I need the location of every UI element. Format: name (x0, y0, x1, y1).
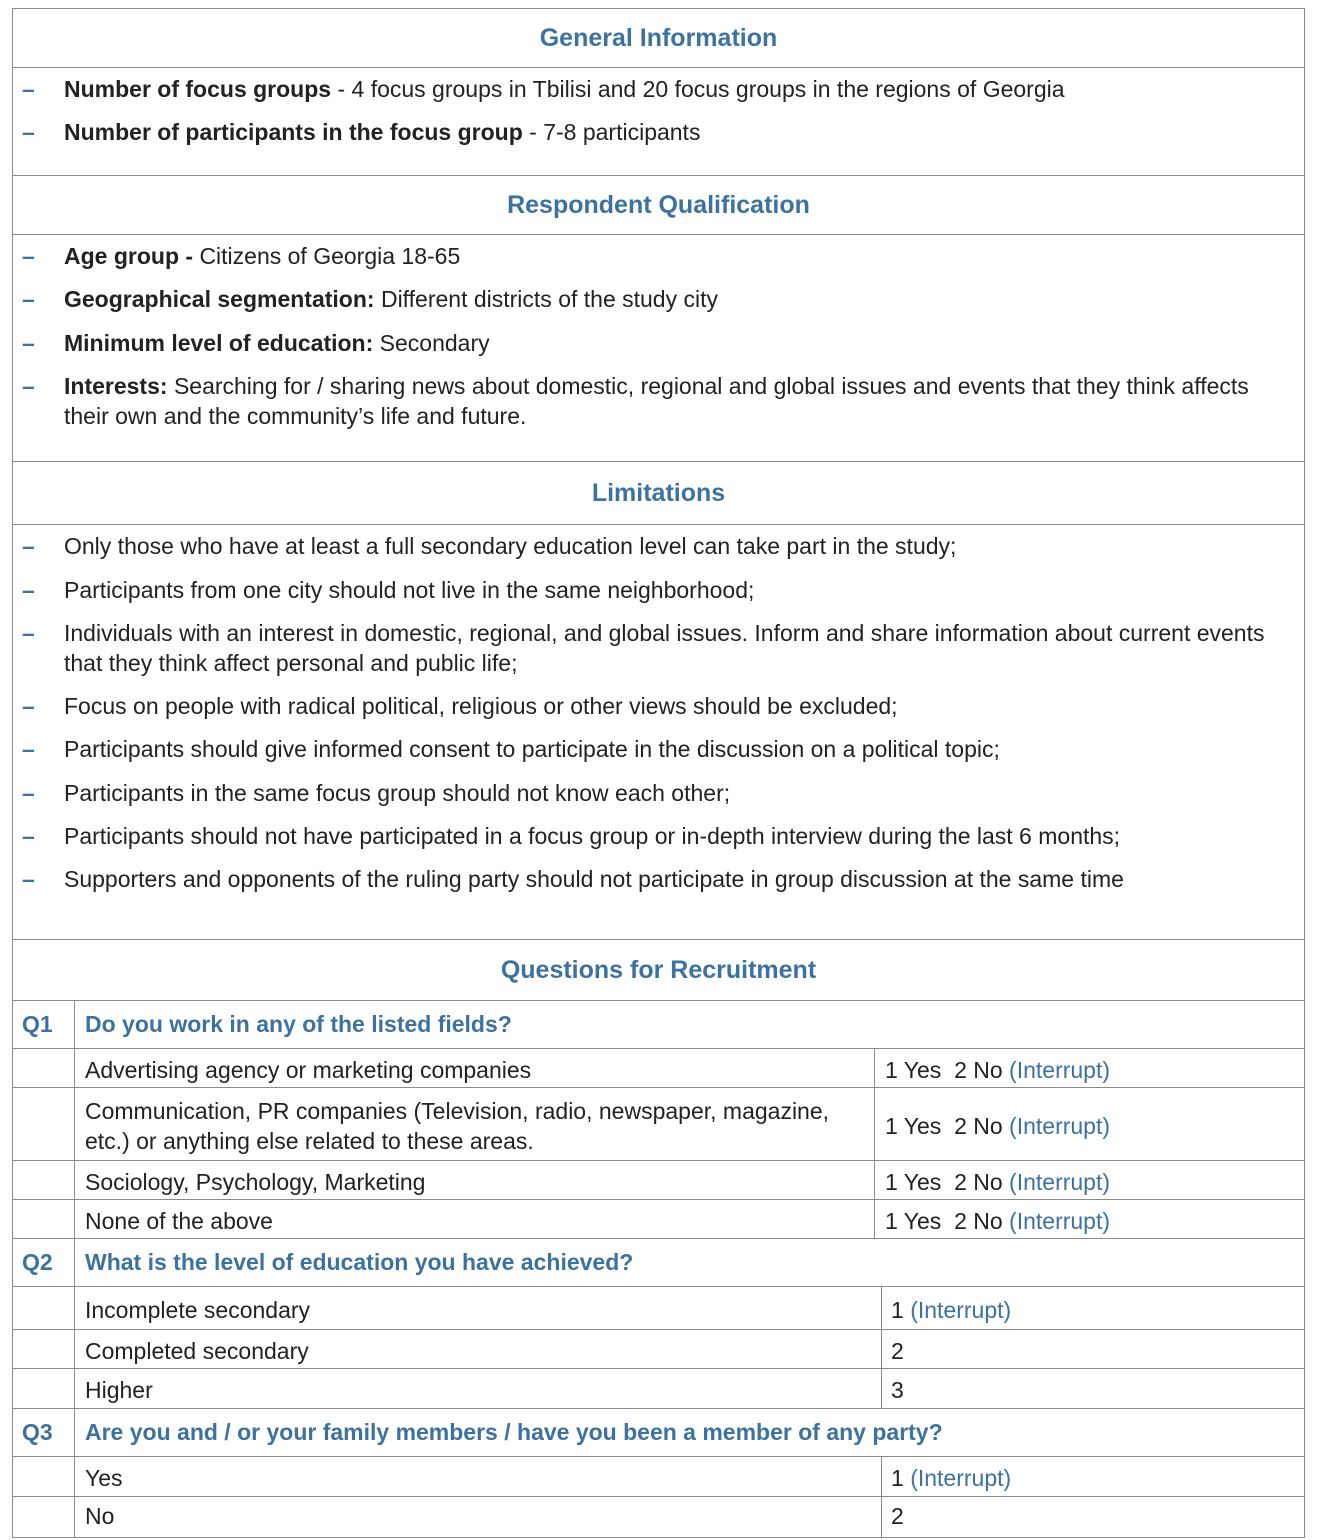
item-text: Participants in the same focus group should not know each other; (64, 780, 731, 806)
option-answer: 2 (891, 1503, 904, 1529)
dash-bullet: – (22, 119, 35, 145)
option-answer: 1 (Interrupt) (891, 1297, 1012, 1323)
column-rule (874, 1048, 875, 1238)
list-item (22, 778, 1292, 808)
rule (12, 1368, 1305, 1369)
option-answer: 1 Yes 2 No (Interrupt) (885, 1113, 1111, 1139)
interrupt-note: (Interrupt) (1009, 1169, 1111, 1195)
item-text: Participants should not have participated in a focus group or in-depth interview during the last 6 months; (64, 823, 1121, 849)
dash-bullet: – (22, 76, 35, 102)
dash-bullet: – (22, 736, 35, 762)
rule (12, 1456, 1305, 1457)
item-label: Number of participants in the focus group (64, 119, 523, 145)
dash-bullet: – (22, 243, 35, 269)
dash-bullet: – (22, 620, 35, 646)
section-title-qualification: Respondent Qualification (507, 191, 810, 219)
question-number: Q1 (22, 1011, 53, 1037)
question-number: Q2 (22, 1249, 53, 1275)
section-title-limitations: Limitations (591, 479, 726, 507)
rule (12, 1238, 1305, 1239)
option-label: Sociology, Psychology, Marketing (85, 1169, 426, 1195)
dash-bullet: – (22, 823, 35, 849)
rule (12, 234, 1305, 235)
option-answer: 1 Yes 2 No (Interrupt) (885, 1169, 1111, 1195)
item-text: 7-8 participants (543, 119, 701, 145)
item-text: 4 focus groups in Tbilisi and 20 focus groups in the regions of Georgia (351, 76, 1065, 102)
item-label: Number of focus groups (64, 76, 332, 102)
item-text: Citizens of Georgia 18-65 (199, 243, 461, 269)
option-label: Completed secondary (85, 1338, 309, 1364)
item-text: Different districts of the study city (380, 286, 718, 312)
option-answer: 1 (Interrupt) (891, 1465, 1012, 1491)
rule (12, 1000, 1305, 1001)
list-item (22, 618, 1292, 678)
section-title-recruitment: Questions for Recruitment (500, 956, 817, 984)
interrupt-note: (Interrupt) (1009, 1113, 1111, 1139)
item-label: Minimum level of education: (64, 330, 374, 356)
list-item (22, 864, 1292, 894)
section-title-general: General Information (539, 24, 778, 52)
question-number: Q3 (22, 1419, 53, 1445)
rule (12, 1329, 1305, 1330)
rule (12, 1160, 1305, 1161)
rule (12, 524, 1305, 525)
list-item (22, 691, 1292, 721)
dash-bullet: – (22, 866, 35, 892)
interrupt-note: (Interrupt) (1009, 1057, 1111, 1083)
question-text: Do you work in any of the listed fields? (85, 1011, 512, 1037)
item-text: Supporters and opponents of the ruling party should not participate in group discussion at the same time (64, 866, 1124, 892)
rule (12, 461, 1305, 462)
item-text: Secondary (379, 330, 490, 356)
item-text: Participants should give informed consent to participate in the discussion on a political topic; (64, 736, 1000, 762)
list-item: – Number of participants in the focus group - 7-8 participants (22, 119, 701, 145)
column-rule (881, 1456, 882, 1537)
item-label: Age group - (64, 243, 194, 269)
dash-bullet: – (22, 373, 35, 399)
option-label: Advertising agency or marketing companies (85, 1057, 532, 1083)
option-answer: 1 Yes 2 No (Interrupt) (885, 1208, 1111, 1234)
item-text: Searching for / sharing news about domestic, regional and global issues and events that they think affects their own and the community’s life and future. (64, 373, 1249, 429)
list-item (22, 734, 1292, 764)
list-item (22, 241, 1292, 271)
option-label: No (85, 1503, 115, 1529)
interrupt-note: (Interrupt) (910, 1465, 1012, 1491)
list-item (22, 371, 1292, 431)
item-text: Individuals with an interest in domestic, regional, and global issues. Inform and share information about current events that they think affect personal and public life; (64, 620, 1265, 676)
option-answer: 1 Yes 2 No (Interrupt) (885, 1057, 1111, 1083)
option-label: Incomplete secondary (85, 1297, 311, 1323)
item-label: Geographical segmentation: (64, 286, 375, 312)
option-label: Communication, PR companies (Television, radio, newspaper, magazine, etc.) or anything else related to these areas. (85, 1098, 830, 1154)
list-item (22, 531, 1292, 561)
rule (12, 1408, 1305, 1409)
option-label: Yes (85, 1465, 123, 1491)
interrupt-note: (Interrupt) (1009, 1208, 1111, 1234)
rule (12, 1496, 1305, 1497)
item-text: Participants from one city should not live in the same neighborhood; (64, 577, 755, 603)
list-item: – Number of focus groups - 4 focus groups in Tbilisi and 20 focus groups in the regions of Georgia (22, 76, 1065, 102)
option-answer: 3 (891, 1377, 904, 1403)
question-text: What is the level of education you have achieved? (85, 1249, 634, 1275)
interrupt-note: (Interrupt) (910, 1297, 1012, 1323)
rule (12, 1286, 1305, 1287)
rule (12, 67, 1305, 68)
list-item (22, 821, 1292, 851)
item-text: Focus on people with radical political, religious or other views should be excluded; (64, 693, 898, 719)
dash-bullet: – (22, 330, 35, 356)
option-answer: 2 (891, 1338, 904, 1364)
dash-bullet: – (22, 693, 35, 719)
rule (12, 1087, 1305, 1088)
rule (12, 175, 1305, 176)
column-rule (881, 1286, 882, 1408)
list-item (22, 328, 1292, 358)
dash-bullet: – (22, 533, 35, 559)
item-label: Interests: (64, 373, 168, 399)
list-item (22, 284, 1292, 314)
option-label: None of the above (85, 1208, 273, 1234)
option-label: Higher (85, 1377, 153, 1403)
rule (12, 939, 1305, 940)
question-text: Are you and / or your family members / have you been a member of any party? (85, 1419, 943, 1445)
dash-bullet: – (22, 577, 35, 603)
rule (12, 1048, 1305, 1049)
item-text: Only those who have at least a full secondary education level can take part in the study; (64, 533, 957, 559)
dash-bullet: – (22, 286, 35, 312)
column-rule (74, 1000, 75, 1537)
list-item (22, 575, 1292, 605)
rule (12, 1199, 1305, 1200)
dash-bullet: – (22, 780, 35, 806)
